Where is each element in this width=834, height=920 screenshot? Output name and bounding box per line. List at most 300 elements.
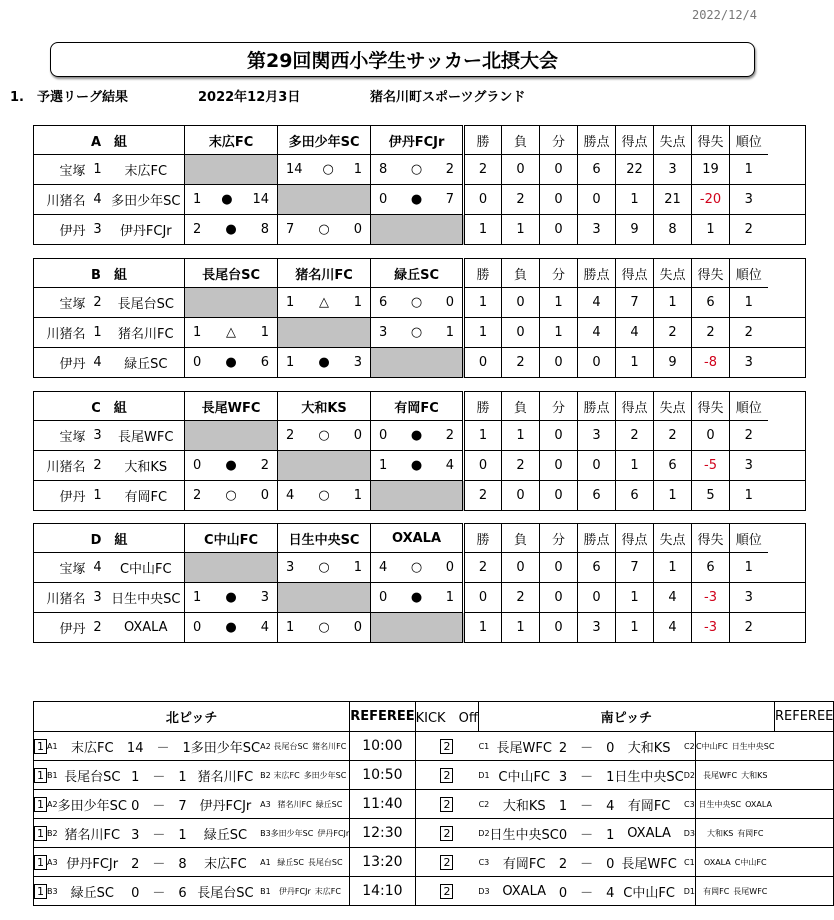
opponent-header: 緑丘SC — [371, 259, 464, 288]
result-detail — [278, 560, 370, 575]
stat-header: 負 — [502, 259, 540, 288]
stat-value: 6 — [692, 288, 730, 318]
schedule-row — [34, 819, 834, 848]
group-label: C 組 — [34, 392, 185, 421]
result-detail — [371, 325, 462, 340]
group-header-row — [34, 524, 806, 553]
stat-value: 3 — [578, 613, 616, 643]
team-seed: 4 — [93, 560, 102, 575]
match-result — [371, 318, 464, 348]
goals-against: 3 — [353, 355, 363, 370]
pitch-number — [415, 732, 478, 761]
kickoff-time: 14:10 — [350, 877, 415, 906]
pitch-number-box: 2 — [440, 739, 453, 754]
stat-value: 1 — [730, 155, 768, 185]
referee-pair — [696, 761, 775, 790]
match-code: D2 — [684, 761, 696, 790]
match-code: B2 — [47, 828, 58, 838]
match-date: 2022年12月3日 — [198, 90, 301, 105]
stat-value: 0 — [502, 318, 540, 348]
group-label: A 組 — [34, 126, 185, 155]
result-mark-icon: ● — [410, 428, 423, 443]
goals-for: 1 — [193, 325, 202, 340]
match-code: B2 — [260, 770, 271, 780]
referee-team: 猪名川FC — [312, 741, 347, 751]
home-team: 長尾台SC — [64, 769, 121, 785]
stat-header: 得点 — [616, 524, 654, 553]
group-standings — [33, 125, 806, 245]
stat-value: 1 — [616, 613, 654, 643]
referee-team: 猪名川FC — [277, 799, 312, 809]
goals-against: 1 — [353, 560, 363, 575]
match-score: 1 － 4 — [558, 798, 615, 814]
home-team: 緑丘SC — [70, 885, 114, 901]
goals-for: 0 — [193, 620, 202, 635]
result-mark-icon: ● — [410, 192, 423, 207]
pitch-number-box: 2 — [440, 797, 453, 812]
kickoff-time: 12:30 — [350, 819, 415, 848]
result-mark-icon: ○ — [410, 162, 423, 177]
goals-for: 2 — [286, 428, 295, 443]
match-code: C3 — [478, 857, 490, 867]
match-code: A1 — [47, 741, 58, 751]
team-name: 多田少年SC — [111, 194, 181, 209]
match-result — [185, 583, 278, 613]
self-cell — [278, 583, 371, 613]
stat-header: 分 — [540, 392, 578, 421]
stat-value: 4 — [654, 583, 692, 613]
result-mark-icon: ● — [225, 590, 237, 605]
away-team: OXALA — [627, 825, 671, 841]
pitch-number-box: 1 — [34, 739, 47, 754]
kickoff-time: 13:20 — [350, 848, 415, 877]
goals-for: 1 — [286, 355, 295, 370]
match-code: B3 — [260, 828, 271, 838]
stat-value: 6 — [692, 553, 730, 583]
team-name: 日生中央SC — [111, 592, 181, 607]
title-text: 第29回関西小学生サッカー北摂大会 — [246, 50, 559, 72]
stat-value: 1 — [502, 613, 540, 643]
pitch-number — [415, 790, 478, 819]
match-result — [371, 583, 464, 613]
goals-for: 2 — [193, 488, 202, 503]
result-detail — [278, 428, 370, 443]
goals-against: 2 — [260, 458, 270, 473]
stat-header: 勝 — [464, 524, 502, 553]
stat-value: -20 — [692, 185, 730, 215]
pitch-number — [34, 848, 48, 877]
group-table-2 — [33, 391, 784, 511]
result-detail — [185, 488, 277, 503]
result-detail — [371, 162, 462, 177]
stat-value: 0 — [578, 451, 616, 481]
goals-against: 3 — [260, 590, 270, 605]
stat-value: 5 — [692, 481, 730, 511]
team-name: OXALA — [123, 620, 168, 635]
match-code: A3 — [260, 799, 271, 809]
stat-header: 失点 — [654, 126, 692, 155]
match-score: 0 － 4 — [558, 885, 615, 901]
south-pitch-header: 南ピッチ — [478, 702, 774, 732]
stat-value: 2 — [502, 185, 540, 215]
stat-value: 2 — [730, 421, 768, 451]
stat-value: 0 — [540, 613, 578, 643]
stat-value: -3 — [692, 613, 730, 643]
stat-value: 2 — [502, 451, 540, 481]
goals-for: 1 — [286, 620, 295, 635]
stat-value: 2 — [478, 560, 488, 575]
stat-value: 6 — [654, 451, 692, 481]
match-code: C2 — [478, 799, 490, 809]
team-name: 緑丘SC — [124, 357, 168, 372]
referee-pair — [696, 819, 775, 848]
opponent-header: 長尾WFC — [185, 392, 278, 421]
pitch-number — [415, 761, 478, 790]
referee-header-south: REFEREE — [774, 702, 833, 732]
result-detail — [371, 428, 462, 443]
goals-for: 0 — [379, 192, 388, 207]
stat-value: 1 — [730, 481, 768, 511]
stat-header: 順位 — [730, 524, 768, 553]
pitch-number — [34, 732, 48, 761]
stat-value: 1 — [616, 348, 654, 378]
stat-value: 3 — [730, 583, 768, 613]
team-area: 伊丹 — [59, 224, 86, 239]
match-code: C1 — [684, 848, 696, 877]
team-name: 伊丹FCJr — [119, 224, 172, 239]
stat-value: 6 — [578, 155, 616, 185]
team-row — [34, 481, 806, 511]
match-result — [278, 613, 371, 643]
referee-team: 緑丘SC — [315, 799, 343, 809]
home-team: 大和KS — [502, 798, 546, 814]
stat-value: 0 — [540, 185, 578, 215]
match-result — [371, 451, 464, 481]
team-area: 宝塚 — [59, 562, 86, 577]
stat-header: 得失 — [692, 126, 730, 155]
match-code: C3 — [684, 790, 696, 819]
goals-for: 6 — [379, 295, 388, 310]
pitch-number — [34, 761, 48, 790]
match-result — [185, 481, 278, 511]
stat-header: 順位 — [730, 126, 768, 155]
self-cell — [278, 318, 371, 348]
stat-value: 0 — [540, 583, 578, 613]
result-detail — [278, 355, 370, 370]
stat-value: 2 — [730, 215, 768, 245]
pitch-number-box: 2 — [440, 826, 453, 841]
stat-header: 勝点 — [578, 126, 616, 155]
stat-value: 8 — [654, 215, 692, 245]
result-mark-icon: ● — [225, 458, 237, 473]
stat-value: 1 — [654, 553, 692, 583]
kickoff-time: 10:50 — [350, 761, 415, 790]
match-code: A3 — [47, 857, 58, 867]
pitch-number-box: 2 — [440, 768, 453, 783]
match-result — [278, 348, 371, 378]
result-mark-icon: △ — [319, 295, 330, 310]
goals-for: 7 — [286, 222, 295, 237]
stat-value: 9 — [654, 348, 692, 378]
home-team: 末広FC — [70, 740, 114, 756]
opponent-header: 伊丹FCJr — [371, 126, 464, 155]
home-team: 伊丹FCJr — [66, 856, 119, 872]
stat-value: 7 — [616, 553, 654, 583]
pitch-number — [34, 819, 48, 848]
match-result — [185, 451, 278, 481]
stat-header: 得点 — [616, 259, 654, 288]
goals-against: 0 — [260, 488, 270, 503]
match-code: D1 — [684, 877, 696, 906]
stat-value: 3 — [654, 155, 692, 185]
home-team: OXALA — [502, 883, 547, 899]
result-mark-icon: ○ — [318, 560, 330, 575]
goals-against: 0 — [445, 560, 455, 575]
referee-pair — [271, 790, 350, 819]
stat-value: 0 — [502, 553, 540, 583]
referee-team: 長尾WFC — [703, 770, 738, 780]
stat-value: 2 — [730, 613, 768, 643]
stat-value: 1 — [502, 215, 540, 245]
result-detail — [371, 590, 462, 605]
pitch-number-box: 1 — [34, 855, 47, 870]
result-mark-icon: ○ — [318, 222, 330, 237]
match-score: 2 － 0 — [558, 856, 615, 872]
team-row — [34, 215, 806, 245]
result-detail — [185, 355, 277, 370]
stat-value: -8 — [692, 348, 730, 378]
stat-header: 勝点 — [578, 524, 616, 553]
stat-header: 負 — [502, 392, 540, 421]
group-standings — [33, 258, 806, 378]
stat-value: 19 — [692, 155, 730, 185]
goals-for: 1 — [193, 192, 202, 207]
result-mark-icon: ○ — [410, 325, 423, 340]
stat-value: 0 — [540, 348, 578, 378]
stat-value: 6 — [578, 553, 616, 583]
goals-against: 6 — [260, 355, 270, 370]
match-code: B1 — [47, 770, 58, 780]
stat-header: 得失 — [692, 392, 730, 421]
stat-value: 7 — [616, 288, 654, 318]
referee-team: 長尾台SC — [307, 857, 343, 867]
match-result — [371, 185, 464, 215]
team-seed: 1 — [93, 162, 102, 177]
result-detail — [278, 488, 370, 503]
away-team: 有岡FC — [627, 798, 671, 814]
team-area: 伊丹 — [59, 357, 86, 372]
team-name: 猪名川FC — [117, 327, 174, 342]
match-result — [371, 155, 464, 185]
stat-value: 6 — [616, 481, 654, 511]
stat-value: 0 — [540, 481, 578, 511]
goals-for: 1 — [193, 590, 202, 605]
opponent-header: 有岡FC — [371, 392, 464, 421]
team-seed: 4 — [93, 355, 102, 370]
goals-for: 3 — [286, 560, 295, 575]
stat-value: 0 — [540, 215, 578, 245]
goals-against: 1 — [353, 295, 363, 310]
result-mark-icon: ● — [225, 355, 237, 370]
match-code: D1 — [478, 770, 490, 780]
team-area: 宝塚 — [59, 430, 86, 445]
team-seed: 4 — [93, 192, 102, 207]
result-detail — [278, 295, 370, 310]
team-area: 川猪名 — [46, 194, 86, 209]
stat-header: 得失 — [692, 259, 730, 288]
stat-value: 1 — [616, 451, 654, 481]
schedule-row — [34, 848, 834, 877]
referee-pair — [271, 877, 350, 906]
stat-value: 2 — [502, 348, 540, 378]
stat-value: 1 — [540, 288, 578, 318]
result-mark-icon: ○ — [410, 560, 423, 575]
home-team: 日生中央SC — [489, 827, 559, 843]
match-score: 14 － 1 — [126, 740, 191, 756]
match-result — [371, 553, 464, 583]
result-mark-icon: ● — [410, 590, 423, 605]
result-detail — [278, 162, 370, 177]
referee-pair — [271, 761, 350, 790]
match-result — [278, 288, 371, 318]
stat-value: 1 — [540, 318, 578, 348]
stat-value: 2 — [616, 421, 654, 451]
match-result — [278, 155, 371, 185]
match-code: B1 — [260, 886, 271, 896]
stat-value: 21 — [654, 185, 692, 215]
stat-value: 2 — [654, 318, 692, 348]
north-pitch-header: 北ピッチ — [34, 702, 350, 732]
stat-value: 1 — [654, 288, 692, 318]
goals-against: 0 — [445, 295, 455, 310]
goals-against: 7 — [445, 192, 455, 207]
match-code: D3 — [684, 819, 696, 848]
goals-for: 4 — [286, 488, 295, 503]
stat-header: 得点 — [616, 126, 654, 155]
result-detail — [185, 620, 277, 635]
result-mark-icon: ● — [410, 458, 423, 473]
team-seed: 2 — [93, 458, 102, 473]
stat-header: 勝点 — [578, 259, 616, 288]
opponent-header: 長尾台SC — [185, 259, 278, 288]
away-team: 大和KS — [627, 740, 671, 756]
goals-against: 1 — [260, 325, 270, 340]
team-seed: 3 — [93, 222, 102, 237]
stat-value: 1 — [478, 325, 488, 340]
stat-header: 勝 — [464, 126, 502, 155]
venue: 猪名川町スポーツグランド — [370, 90, 526, 105]
goals-for: 0 — [193, 458, 202, 473]
result-detail — [185, 192, 277, 207]
result-detail — [185, 590, 277, 605]
opponent-header: 多田少年SC — [278, 126, 371, 155]
stat-value: 2 — [478, 162, 488, 177]
pitch-number — [415, 848, 478, 877]
stat-value: 22 — [616, 155, 654, 185]
match-result — [371, 421, 464, 451]
team-row — [34, 318, 806, 348]
stat-value: 2 — [730, 318, 768, 348]
home-team: C中山FC — [498, 769, 551, 785]
team-seed: 3 — [93, 590, 102, 605]
referee-team: 末広FC — [314, 886, 341, 896]
referee-team: 末広FC — [273, 770, 300, 780]
team-seed: 2 — [93, 620, 102, 635]
match-result — [185, 318, 278, 348]
goals-against: 1 — [353, 488, 363, 503]
match-schedule-table — [33, 701, 834, 906]
referee-pair — [271, 732, 350, 761]
stat-value: 0 — [502, 288, 540, 318]
stat-header: 失点 — [654, 392, 692, 421]
stat-value: 0 — [502, 481, 540, 511]
match-result — [371, 288, 464, 318]
goals-against: 4 — [260, 620, 270, 635]
home-team: 有岡FC — [502, 856, 546, 872]
team-row — [34, 451, 806, 481]
referee-team: 有岡FC — [703, 886, 730, 896]
away-team: 日生中央SC — [614, 769, 684, 785]
home-team: 猪名川FC — [64, 827, 121, 843]
referee-team: 長尾WFC — [733, 886, 768, 896]
stat-value: 4 — [578, 288, 616, 318]
stat-value: 1 — [692, 215, 730, 245]
referee-team: C中山FC — [734, 857, 767, 867]
self-cell — [278, 451, 371, 481]
match-score: 1 － 1 — [131, 769, 187, 785]
team-seed: 3 — [93, 428, 102, 443]
team-name: 長尾台SC — [117, 297, 174, 312]
stat-value: 3 — [730, 348, 768, 378]
result-mark-icon: ● — [221, 192, 233, 207]
stat-value: 1 — [478, 428, 488, 443]
stat-header: 得失 — [692, 524, 730, 553]
stat-header: 勝点 — [578, 392, 616, 421]
stat-value: -3 — [692, 583, 730, 613]
goals-for: 1 — [379, 458, 388, 473]
match-score: 2 － 8 — [131, 856, 187, 872]
goals-against: 1 — [445, 590, 455, 605]
stat-value: 0 — [478, 590, 488, 605]
stat-value: -5 — [692, 451, 730, 481]
away-team: 緑丘SC — [203, 827, 248, 843]
stat-header: 負 — [502, 524, 540, 553]
match-code: A2 — [47, 799, 58, 809]
page-title — [50, 42, 755, 77]
self-cell — [185, 421, 278, 451]
group-standings — [33, 523, 806, 643]
referee-team: 大和KS — [741, 770, 768, 780]
stat-value: 0 — [478, 458, 488, 473]
team-name: C中山FC — [119, 562, 172, 577]
referee-team: 伊丹FCJr — [278, 886, 311, 896]
self-cell — [371, 481, 464, 511]
kickoff-time: 11:40 — [350, 790, 415, 819]
stat-value: 6 — [578, 481, 616, 511]
result-detail — [185, 458, 277, 473]
opponent-header: 猪名川FC — [278, 259, 371, 288]
match-result — [185, 215, 278, 245]
goals-against: 0 — [353, 620, 363, 635]
referee-team: 長尾台SC — [273, 741, 309, 751]
match-code: C1 — [478, 741, 490, 751]
stat-value: 0 — [578, 583, 616, 613]
stat-value: 2 — [478, 488, 488, 503]
pitch-number-box: 1 — [34, 884, 47, 899]
goals-against: 1 — [353, 162, 363, 177]
team-area: 伊丹 — [59, 490, 86, 505]
goals-against: 14 — [252, 192, 270, 207]
